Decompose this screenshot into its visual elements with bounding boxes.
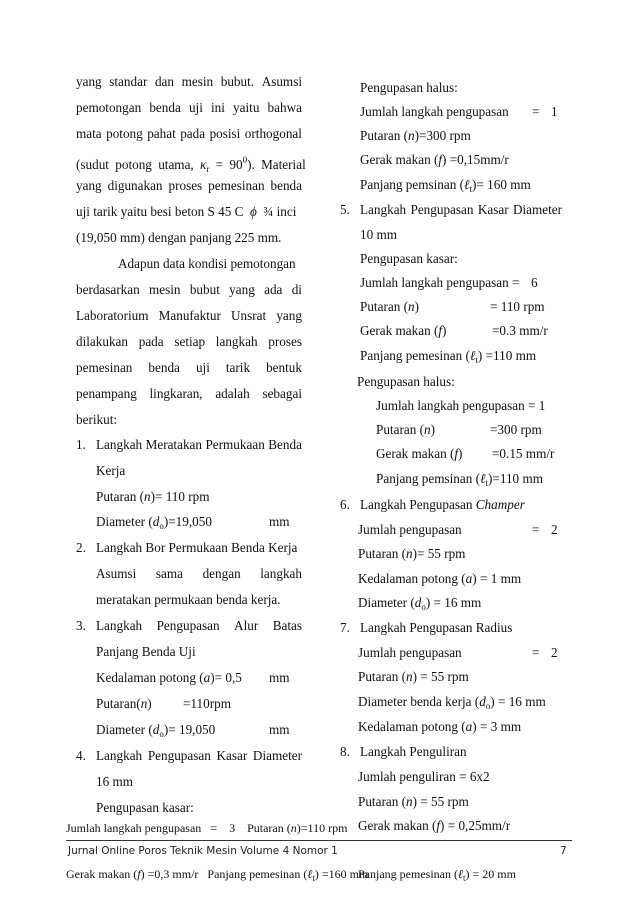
variable: a: [465, 719, 473, 734]
body-line: [76, 308, 302, 324]
word: Langkah: [96, 437, 143, 452]
variable: f: [436, 818, 441, 833]
journal-footer: Jurnal Online Poros Teknik Mesin Volume 4 Nomor 1: [68, 845, 338, 857]
list-item-title: Langkah Bor Permukaan Benda Kerja: [96, 540, 298, 555]
param-equals: =: [532, 104, 540, 119]
text: Diameter (: [96, 722, 153, 737]
list-number: 1.: [76, 437, 86, 452]
text: Gerak makan (: [360, 323, 439, 338]
word: digunakan: [107, 178, 163, 193]
param-value: =110rpm: [183, 696, 231, 711]
text: )= 19,050: [163, 722, 216, 737]
text: Gerak makan (: [358, 818, 437, 833]
footer-rule: [66, 840, 572, 841]
page-number: 7: [560, 845, 567, 857]
body-line: [76, 334, 302, 350]
word: lingkaran,: [149, 386, 203, 401]
variable: n: [405, 669, 413, 684]
text: ) = 16 mm: [425, 595, 482, 610]
body-line: [76, 204, 296, 220]
word: Langkah: [96, 618, 143, 633]
list-item-title: 16 mm: [96, 774, 133, 789]
param-line: [360, 323, 446, 339]
text: Diameter (: [358, 595, 415, 610]
text: Putaran (: [358, 546, 406, 561]
variable: n: [407, 128, 415, 143]
text: Gerak makan (: [360, 152, 439, 167]
text: = 90: [215, 157, 243, 172]
list-item-title: [360, 202, 562, 218]
param-line: [358, 818, 510, 834]
word: standar: [109, 74, 148, 89]
body-line: meratakan permukaan benda kerja.: [96, 592, 281, 607]
text: Putaran (: [247, 821, 291, 835]
list-item-title: 10 mm: [360, 227, 397, 242]
list-number: 6.: [340, 497, 350, 512]
unit: mm: [269, 514, 290, 529]
variable: n: [405, 794, 413, 809]
word: mesin: [149, 282, 181, 297]
text: Langkah Pengupasan: [360, 497, 473, 512]
word: tarik: [225, 360, 251, 375]
word: Asumsi: [261, 74, 302, 89]
word: Langkah: [96, 748, 143, 763]
param-line: [358, 595, 481, 615]
word: mesin: [181, 74, 214, 89]
text: Kedalaman potong (: [96, 670, 204, 685]
ell-symbol: ℓ: [307, 867, 313, 881]
word: posisi: [209, 126, 241, 141]
word: Batas: [272, 618, 302, 633]
word: berdasarkan: [76, 282, 140, 297]
list-number: 7.: [340, 620, 350, 635]
word: benda: [148, 360, 180, 375]
text: Putaran (: [358, 794, 406, 809]
text: )= 160 mm: [472, 177, 531, 192]
body-line: [76, 282, 302, 298]
word: Meratakan: [145, 437, 202, 452]
word: Permukaan: [205, 437, 265, 452]
subscript: t: [485, 478, 489, 488]
word: proses: [268, 334, 302, 349]
subscript: t: [469, 184, 473, 194]
subheading: Pengupasan halus:: [360, 80, 458, 95]
ell-symbol: ℓ: [464, 177, 470, 192]
text: ): [458, 446, 463, 461]
text: )= 55 rpm: [412, 546, 466, 561]
word: Kasar: [216, 748, 248, 763]
subscript: o: [159, 729, 164, 739]
word: bubut: [189, 282, 220, 297]
variable: n: [140, 696, 148, 711]
word: pada: [138, 334, 164, 349]
text: ) = 55 rpm: [412, 669, 469, 684]
word: dilakukan: [76, 334, 129, 349]
param-line: [66, 866, 368, 886]
param-line: [66, 820, 347, 836]
subheading: Pengupasan kasar:: [96, 800, 194, 815]
list-number: 5.: [340, 202, 350, 217]
subheading: Pengupasan kasar:: [360, 251, 458, 266]
text: ) =160 mm: [314, 867, 369, 881]
word: dan: [154, 74, 174, 89]
word: pemotongan: [76, 100, 142, 115]
subscript: t: [475, 355, 478, 365]
word: orthogonal: [244, 126, 302, 141]
unit: mm: [269, 722, 290, 737]
word: pada: [180, 126, 206, 141]
text: =0,3 mm/r: [147, 867, 199, 881]
variable: n: [423, 422, 431, 437]
param-value: = 110 rpm: [490, 299, 545, 314]
param-value: 2: [551, 522, 558, 537]
variable: d: [479, 694, 486, 709]
text: ) = 3 mm: [472, 719, 522, 734]
list-item-title: [96, 618, 302, 634]
list-item-title: Langkah Penguliran: [360, 744, 467, 759]
text: Panjang pemesinan (: [360, 348, 470, 363]
body-line: [76, 126, 302, 142]
word: langkah: [215, 334, 258, 349]
param-line: [96, 722, 215, 742]
text: uji tarik yaitu besi beton S 45 C: [76, 204, 244, 219]
body-line: [76, 74, 302, 90]
body-line: [76, 100, 302, 116]
text: Panjang pemesinan (: [207, 867, 308, 881]
word: yang: [76, 178, 102, 193]
param-line: [358, 546, 465, 562]
subscript: o: [421, 602, 426, 612]
word: Diameter: [512, 202, 562, 217]
param-line: [358, 571, 521, 587]
text: =: [210, 821, 218, 835]
text: ) = 20 mm: [465, 867, 516, 881]
param-line: [376, 471, 543, 491]
subscript: o: [159, 521, 164, 531]
list-item-title: [96, 437, 302, 453]
param-line: [360, 299, 419, 315]
param-line: [360, 128, 471, 144]
param-line: [358, 669, 469, 685]
list-item-title: [96, 748, 302, 764]
list-number: 3.: [76, 618, 86, 633]
list-number: 8.: [340, 744, 350, 759]
word: yaitu: [233, 100, 260, 115]
word: Benda: [268, 437, 302, 452]
word: ada: [264, 282, 283, 297]
param-line: Jumlah langkah pengupasan =: [360, 275, 520, 290]
text: Putaran (: [358, 669, 406, 684]
word: di: [291, 282, 302, 297]
variable: n: [143, 489, 151, 504]
param-line: Jumlah pengupasan: [358, 645, 462, 660]
param-value: 1: [551, 104, 558, 119]
body-line: [76, 386, 302, 402]
text: Panjang pemsinan (: [376, 471, 481, 486]
word: mata: [76, 126, 102, 141]
unit: mm: [269, 670, 290, 685]
paragraph-first-line: Adapun data kondisi pemotongan: [118, 256, 296, 271]
param-line: [96, 696, 152, 712]
word: Manufaktur: [158, 308, 221, 323]
body-line: (19,050 mm) dengan panjang 225 mm.: [76, 230, 282, 245]
param-line: [358, 866, 516, 886]
list-item-title: Panjang Benda Uji: [96, 644, 196, 659]
param-equals: =: [532, 522, 540, 537]
param-value: 2: [551, 645, 558, 660]
text: ): [430, 422, 435, 437]
word: Laboratorium: [76, 308, 149, 323]
param-line: [360, 348, 536, 368]
word: pahat: [147, 126, 176, 141]
param-value: =0.3 mm/r: [492, 323, 548, 338]
word: Langkah: [360, 202, 407, 217]
text: ) = 16 mm: [490, 694, 546, 709]
param-line: [376, 422, 435, 438]
body-line: berikut:: [76, 412, 118, 427]
word: yang: [229, 282, 255, 297]
word: yang: [276, 308, 302, 323]
param-line: [358, 719, 521, 735]
param-line: [360, 152, 509, 168]
text: ): [442, 323, 447, 338]
body-line: [76, 152, 306, 177]
text: ¾ inci: [263, 204, 297, 219]
word: yang: [76, 74, 102, 89]
text: Diameter benda kerja (: [358, 694, 480, 709]
word: bahwa: [267, 100, 302, 115]
word: ini: [211, 100, 225, 115]
word: Unsrat: [231, 308, 267, 323]
text: Kedalaman potong (: [358, 571, 466, 586]
text: (sudut potong utama,: [76, 157, 194, 172]
param-line: [96, 670, 242, 686]
word: Alur: [234, 618, 259, 633]
text: )= 110 rpm: [150, 489, 210, 504]
variable: a: [203, 670, 211, 685]
list-item-title: Kerja: [96, 463, 126, 478]
word: adalah: [215, 386, 250, 401]
text: Putaran (: [360, 128, 408, 143]
text: ). Material: [247, 157, 306, 172]
text: )= 0,5: [210, 670, 242, 685]
word: langkah: [260, 566, 302, 581]
list-item-title: Langkah Pengupasan Radius: [360, 620, 513, 635]
param-line: [96, 514, 212, 534]
subscript: t: [462, 873, 466, 883]
word: pemesinan: [208, 178, 265, 193]
list-item-title: [360, 497, 525, 513]
variable: n: [290, 821, 297, 835]
param-value: =0.15 mm/r: [492, 446, 555, 461]
variable: n: [407, 299, 415, 314]
variable: d: [414, 595, 422, 610]
param-line: Jumlah langkah pengupasan = 1: [376, 398, 546, 413]
text: ): [140, 867, 145, 881]
variable: a: [465, 571, 473, 586]
param-line: [376, 446, 462, 462]
subscript: r: [206, 164, 210, 174]
param-line: Jumlah penguliran = 6x2: [358, 769, 490, 784]
word: benda: [149, 100, 181, 115]
text: ): [296, 821, 301, 835]
text: )=110 mm: [488, 471, 543, 486]
text: Putaran(: [96, 696, 141, 711]
ell-symbol: ℓ: [480, 471, 486, 486]
word: Diameter: [252, 748, 302, 763]
param-line: [96, 489, 210, 505]
text: Diameter (: [96, 514, 153, 529]
word: Pengupasan: [410, 202, 474, 217]
text: Gerak makan (: [376, 446, 455, 461]
body-line: [76, 360, 302, 376]
ell-symbol: ℓ: [469, 348, 476, 363]
text: Putaran (: [96, 489, 144, 504]
param-line: Jumlah pengupasan: [358, 522, 462, 537]
subscript: o: [485, 701, 491, 711]
word: proses: [168, 178, 203, 193]
text: ): [414, 299, 419, 314]
text: )=300 rpm: [414, 128, 471, 143]
italic-term: Champer: [475, 497, 525, 512]
variable: n: [405, 546, 413, 561]
word: Kasar: [477, 202, 509, 217]
text: 3: [229, 821, 236, 835]
text: )=19,050: [163, 514, 212, 529]
word: potong: [106, 126, 143, 141]
word: uji: [188, 100, 203, 115]
text: ) = 0,25mm/r: [440, 818, 511, 833]
text: ) = 1 mm: [472, 571, 522, 586]
text: ) =0,15mm/r: [442, 152, 509, 167]
ell-symbol: ℓ: [457, 867, 463, 881]
word: uji: [195, 360, 210, 375]
word: dengan: [202, 566, 241, 581]
text: =110 rpm: [300, 821, 348, 835]
param-line: [358, 694, 546, 714]
word: sebagai: [262, 386, 302, 401]
param-line: Jumlah langkah pengupasan: [360, 104, 509, 119]
list-number: 2.: [76, 540, 86, 555]
word: penampang: [76, 386, 137, 401]
param-value: =300 rpm: [490, 422, 542, 437]
word: bentuk: [266, 360, 302, 375]
variable: d: [152, 722, 160, 737]
text: Putaran (: [360, 299, 408, 314]
text: ): [147, 696, 152, 711]
param-equals: =: [532, 645, 540, 660]
word: benda: [270, 178, 302, 193]
phi-symbol: ϕ: [250, 204, 257, 219]
variable: d: [152, 514, 160, 529]
subscript: t: [312, 873, 315, 883]
text: ) =110 mm: [477, 348, 537, 363]
kappa-symbol: κ: [200, 157, 207, 172]
variable: f: [454, 446, 459, 461]
param-line: [358, 794, 469, 810]
word: Pengupasan: [147, 748, 211, 763]
text: Putaran (: [376, 422, 424, 437]
text: Panjang pemsinan (: [360, 177, 465, 192]
variable: f: [438, 152, 443, 167]
word: pemesinan: [76, 360, 133, 375]
word: setiap: [174, 334, 206, 349]
variable: f: [137, 867, 141, 881]
word: Asumsi: [96, 566, 137, 581]
subheading: Pengupasan halus:: [357, 374, 455, 389]
param-value: 6: [531, 275, 538, 290]
variable: f: [438, 323, 443, 338]
text: Panjang pemesinan (: [358, 867, 458, 881]
list-number: 4.: [76, 748, 86, 763]
text: ) = 55 rpm: [412, 794, 469, 809]
superscript: 0: [242, 155, 248, 165]
param-line: [360, 177, 531, 197]
body-line: [96, 566, 302, 582]
text: Kedalaman potong (: [358, 719, 466, 734]
body-line: [76, 178, 302, 194]
word: Pengupasan: [156, 618, 220, 633]
word: sama: [155, 566, 183, 581]
text: Gerak makan (: [66, 867, 138, 881]
text: Jumlah langkah pengupasan: [66, 821, 202, 835]
word: bubut.: [220, 74, 255, 89]
